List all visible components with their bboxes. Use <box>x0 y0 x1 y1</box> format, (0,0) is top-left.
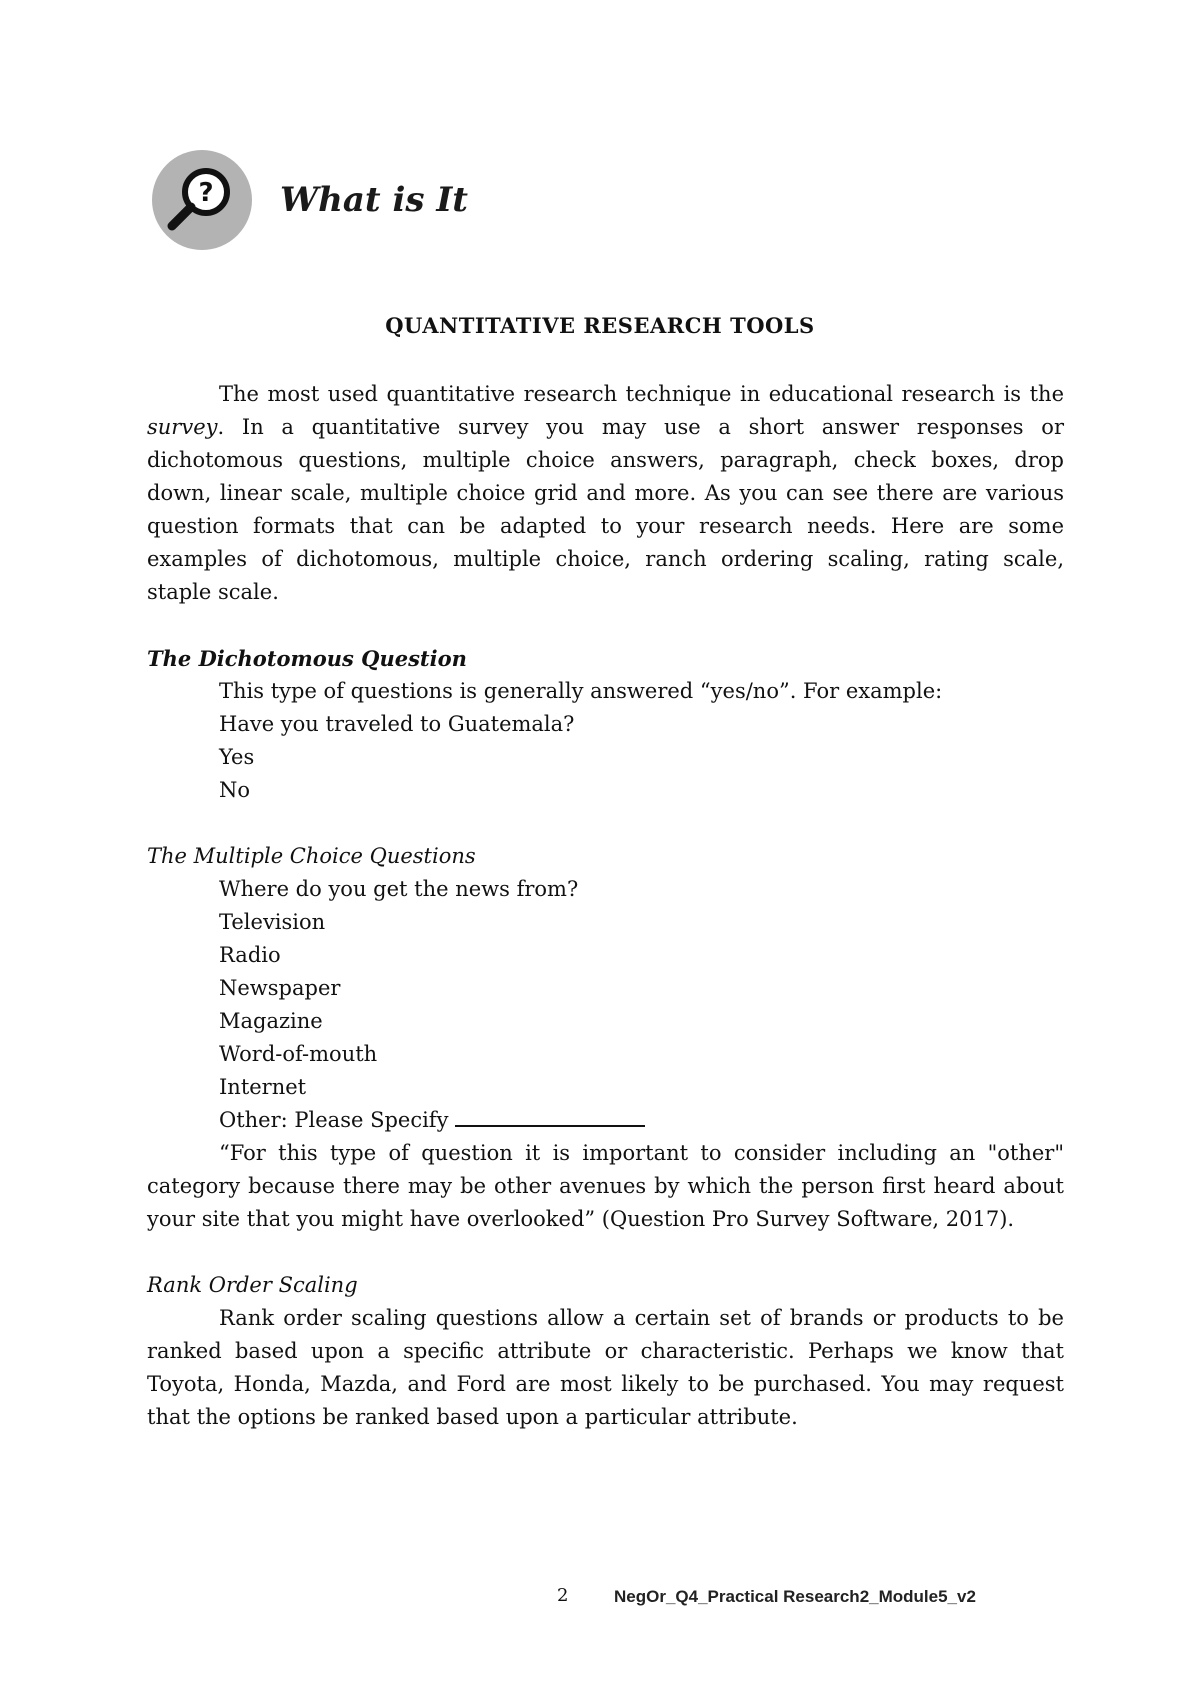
multiple-choice-option: Magazine <box>219 1009 323 1033</box>
multiple-choice-option: Television <box>219 910 326 934</box>
dichotomous-line: Have you traveled to Guatemala? <box>219 712 575 736</box>
rank-order-heading: Rank Order Scaling <box>147 1273 358 1297</box>
dichotomous-line: Yes <box>219 745 255 769</box>
rank-order-paragraph: Rank order scaling questions allow a certain set of brands or products to be ranked based upon a specific attribute or characteristic. Perhaps we know that Toyota, Honda, Mazda, and Ford are most likely to be purchased. You may request that the options be ranked based upon a particular attribute. <box>147 1306 1064 1429</box>
page-title: QUANTITATIVE RESEARCH TOOLS <box>385 313 815 338</box>
body-content <box>147 378 1064 1434</box>
dichotomous-line: No <box>219 778 251 802</box>
intro-paragraph <box>147 378 1064 609</box>
dichotomous-heading: The Dichotomous Question <box>147 646 467 671</box>
section-header-title: What is It <box>280 180 468 220</box>
dichotomous-example <box>147 675 1064 807</box>
multiple-choice-option: Word-of-mouth <box>219 1042 378 1066</box>
page-number: 2 <box>557 1585 569 1606</box>
other-blank-line <box>455 1105 645 1127</box>
multiple-choice-question: Where do you get the news from? <box>219 877 579 901</box>
intro-emphasis: survey <box>147 415 218 439</box>
dichotomous-line: This type of questions is generally answered “yes/no”. For example: <box>219 679 943 703</box>
multiple-choice-option: Newspaper <box>219 976 341 1000</box>
multiple-choice-option: Radio <box>219 943 281 967</box>
multiple-choice-other <box>219 1104 1064 1137</box>
intro-text-pre: The most used quantitative research technique in educational research is the <box>219 382 1064 406</box>
multiple-choice-heading: The Multiple Choice Questions <box>147 844 476 868</box>
multiple-choice-option: Internet <box>219 1075 307 1099</box>
svg-text:?: ? <box>198 178 214 208</box>
section-header <box>150 148 468 252</box>
multiple-choice-quote: “For this type of question it is important to consider including an "other" category because there may be other avenues by which the person first heard about your site that you might have overlooked” (Question Pro Survey Software, 2017). <box>147 1141 1064 1231</box>
magnifier-question-icon <box>150 148 254 252</box>
module-code: NegOr_Q4_Practical Research2_Module5_v2 <box>614 1587 976 1606</box>
other-label: Other: Please Specify <box>219 1108 449 1132</box>
intro-text-post: . In a quantitative survey you may use a short answer responses or dichotomous questions, multiple choice answers, paragraph, check boxes, drop down, linear scale, multiple choice grid and more. As you can see there are various question formats that can be adapted to your research needs. Here are some examples of dichotomous, multiple choice, ranch ordering scaling, rating scale, staple scale. <box>147 415 1064 604</box>
multiple-choice-example <box>147 873 1064 1137</box>
